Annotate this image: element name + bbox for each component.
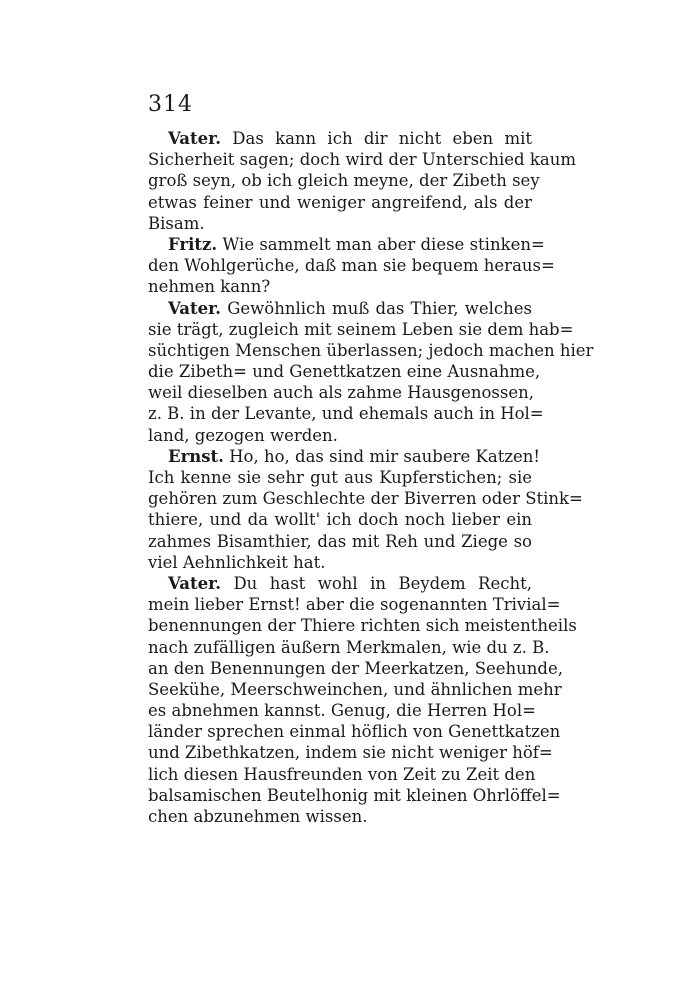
text-line — [148, 700, 536, 721]
text-line — [148, 255, 555, 276]
text-line — [148, 742, 553, 763]
line-text: mein lieber Ernst! aber die sogenannten Trivial= — [148, 595, 561, 615]
text-line — [148, 319, 574, 340]
line-text: weil dieselben auch als zahme Hausgenossen, — [148, 383, 534, 403]
speaker-name: Fritz. — [168, 234, 218, 254]
line-text: chen abzunehmen wissen. — [148, 807, 368, 826]
text-line — [148, 721, 561, 742]
line-text: es abnehmen kannst. Genug, die Herren Hol= — [148, 701, 536, 721]
line-text: etwas feiner und weniger angreifend, als der — [148, 192, 532, 212]
text-line — [148, 594, 561, 615]
line-text: zahmes Bisamthier, das mit Reh und Ziege so — [148, 531, 532, 551]
line-text: land, gezogen werden. — [148, 425, 338, 445]
text-line — [148, 615, 577, 636]
line-text: und Zibethkatzen, indem sie nicht weniger höf= — [148, 743, 553, 763]
text-line — [148, 340, 594, 361]
line-text: Sicherheit sagen; doch wird der Unterschied kaum — [148, 150, 576, 170]
line-text: den Wohlgerüche, daß man sie bequem heraus= — [148, 256, 555, 276]
speaker-name: Vater. — [168, 129, 222, 148]
text-line — [148, 573, 532, 594]
text-line — [148, 192, 532, 213]
text-line — [148, 658, 563, 679]
text-line — [148, 446, 541, 467]
speaker-name: Ernst. — [168, 446, 224, 466]
text-line — [148, 509, 532, 530]
text-line — [148, 213, 532, 234]
line-text: Du hast wohl in Beydem Recht, — [221, 573, 532, 593]
line-text: balsamischen Beutelhonig mit kleinen Ohrlöffel= — [148, 785, 561, 805]
text-line — [148, 637, 550, 658]
line-text: Das kann ich dir nicht eben mit — [221, 129, 532, 148]
line-text: nehmen kann? — [148, 277, 271, 297]
speaker-name: Vater. — [168, 298, 222, 318]
text-line — [148, 234, 545, 255]
line-text: viel Aehnlichkeit hat. — [148, 552, 326, 572]
body-text — [148, 128, 594, 827]
page-number: 314 — [148, 92, 193, 117]
text-line — [148, 298, 532, 319]
line-text: Gewöhnlich muß das Thier, welches — [221, 298, 532, 318]
text-line — [148, 531, 532, 552]
text-line — [148, 403, 544, 424]
line-text: die Zibeth= und Genettkatzen eine Ausnahme, — [148, 362, 541, 382]
text-line — [148, 679, 562, 700]
text-line — [148, 276, 532, 297]
text-line — [148, 170, 540, 191]
line-text: süchtigen Menschen überlassen; jedoch machen hier — [148, 340, 594, 360]
line-text: gehören zum Geschlechte der Biverren oder Stink= — [148, 489, 583, 509]
line-text: benennungen der Thiere richten sich meistentheils — [148, 616, 577, 636]
line-text: Ho, ho, das sind mir saubere Katzen! — [223, 446, 541, 466]
line-text: thiere, und da wollt' ich doch noch lieber ein — [148, 510, 532, 530]
line-text: groß seyn, ob ich gleich meyne, der Zibeth sey — [148, 171, 540, 191]
text-line — [148, 806, 532, 827]
line-text: an den Benennungen der Meerkatzen, Seehunde, — [148, 658, 563, 678]
line-text: nach zufälligen äußern Merkmalen, wie du z. B. — [148, 637, 550, 657]
line-text: sie trägt, zugleich mit seinem Leben sie dem hab= — [148, 319, 574, 339]
line-text: Seekühe, Meerschweinchen, und ähnlichen mehr — [148, 679, 562, 699]
speaker-name: Vater. — [168, 573, 222, 593]
text-line — [148, 552, 532, 573]
text-line — [148, 128, 532, 149]
line-text: Wie sammelt man aber diese stinken= — [217, 234, 545, 254]
text-line — [148, 488, 583, 509]
text-line — [148, 785, 561, 806]
text-line — [148, 149, 576, 170]
line-text: lich diesen Hausfreunden von Zeit zu Zeit den — [148, 764, 536, 784]
text-line — [148, 467, 532, 488]
text-line — [148, 382, 532, 403]
line-text: Bisam. — [148, 213, 205, 233]
text-line — [148, 361, 541, 382]
text-line — [148, 764, 536, 785]
line-text: Ich kenne sie sehr gut aus Kupferstichen; sie — [148, 468, 532, 487]
text-line — [148, 425, 532, 446]
line-text: länder sprechen einmal höflich von Genettkatzen — [148, 722, 561, 742]
line-text: z. B. in der Levante, und ehemals auch in Hol= — [148, 404, 544, 424]
